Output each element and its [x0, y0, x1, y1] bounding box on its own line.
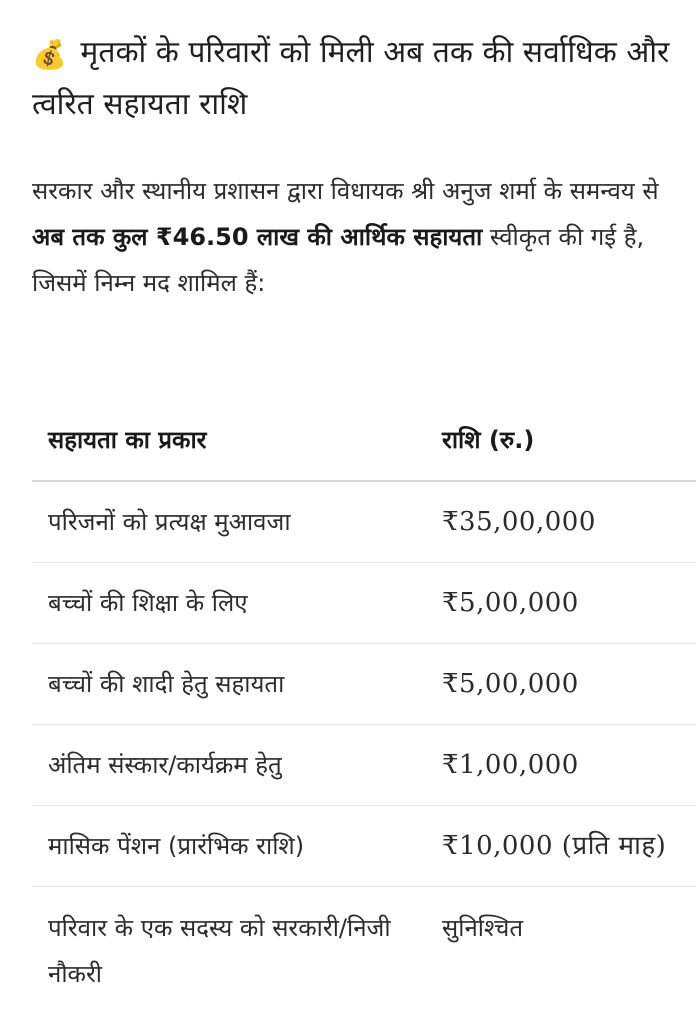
intro-highlight-amount: अब तक कुल ₹46.50 लाख की आर्थिक सहायता	[32, 223, 483, 251]
table-row	[32, 887, 696, 1016]
cell-amount: ₹10,000 (प्रति माह)	[426, 806, 696, 887]
page-title-text: मृतकों के परिवारों को मिली अब तक की सर्वाधिक और त्वरित सहायता राशि	[32, 35, 670, 122]
intro-paragraph	[32, 168, 662, 306]
cell-assistance-type: बच्चों की शादी हेतु सहायता	[32, 644, 426, 725]
cell-assistance-type: परिजनों को प्रत्यक्ष मुआवजा	[32, 481, 426, 563]
table-row	[32, 644, 696, 725]
header-assistance-type: सहायता का प्रकार	[32, 400, 426, 481]
intro-text-part2: स्वीकृत की गई है, जिसमें निम्न मद शामिल हैं:	[32, 223, 645, 297]
assistance-table	[32, 400, 696, 1015]
cell-amount: ₹1,00,000	[426, 725, 696, 806]
cell-assistance-type: मासिक पेंशन (प्रारंभिक राशि)	[32, 806, 426, 887]
table-row	[32, 481, 696, 563]
cell-amount: ₹35,00,000	[426, 481, 696, 563]
table-row	[32, 806, 696, 887]
table-header-row	[32, 400, 696, 481]
cell-assistance-type: अंतिम संस्कार/कार्यक्रम हेतु	[32, 725, 426, 806]
table-row	[32, 725, 696, 806]
table-row	[32, 563, 696, 644]
header-amount: राशि (रु.)	[426, 400, 696, 481]
cell-amount: ₹5,00,000	[426, 644, 696, 725]
cell-assistance-type: परिवार के एक सदस्य को सरकारी/निजी नौकरी	[48, 914, 391, 988]
assistance-table-container[interactable]	[32, 400, 696, 1015]
cell-assistance-type: बच्चों की शिक्षा के लिए	[32, 563, 426, 644]
money-bag-icon: 💰	[32, 38, 67, 71]
cell-amount: ₹5,00,000	[426, 563, 696, 644]
page-title	[32, 28, 672, 130]
intro-text-part1: सरकार और स्थानीय प्रशासन द्वारा विधायक श्री अनुज शर्मा के समन्वय से	[32, 177, 659, 205]
cell-amount: सुनिश्चित	[442, 914, 524, 942]
